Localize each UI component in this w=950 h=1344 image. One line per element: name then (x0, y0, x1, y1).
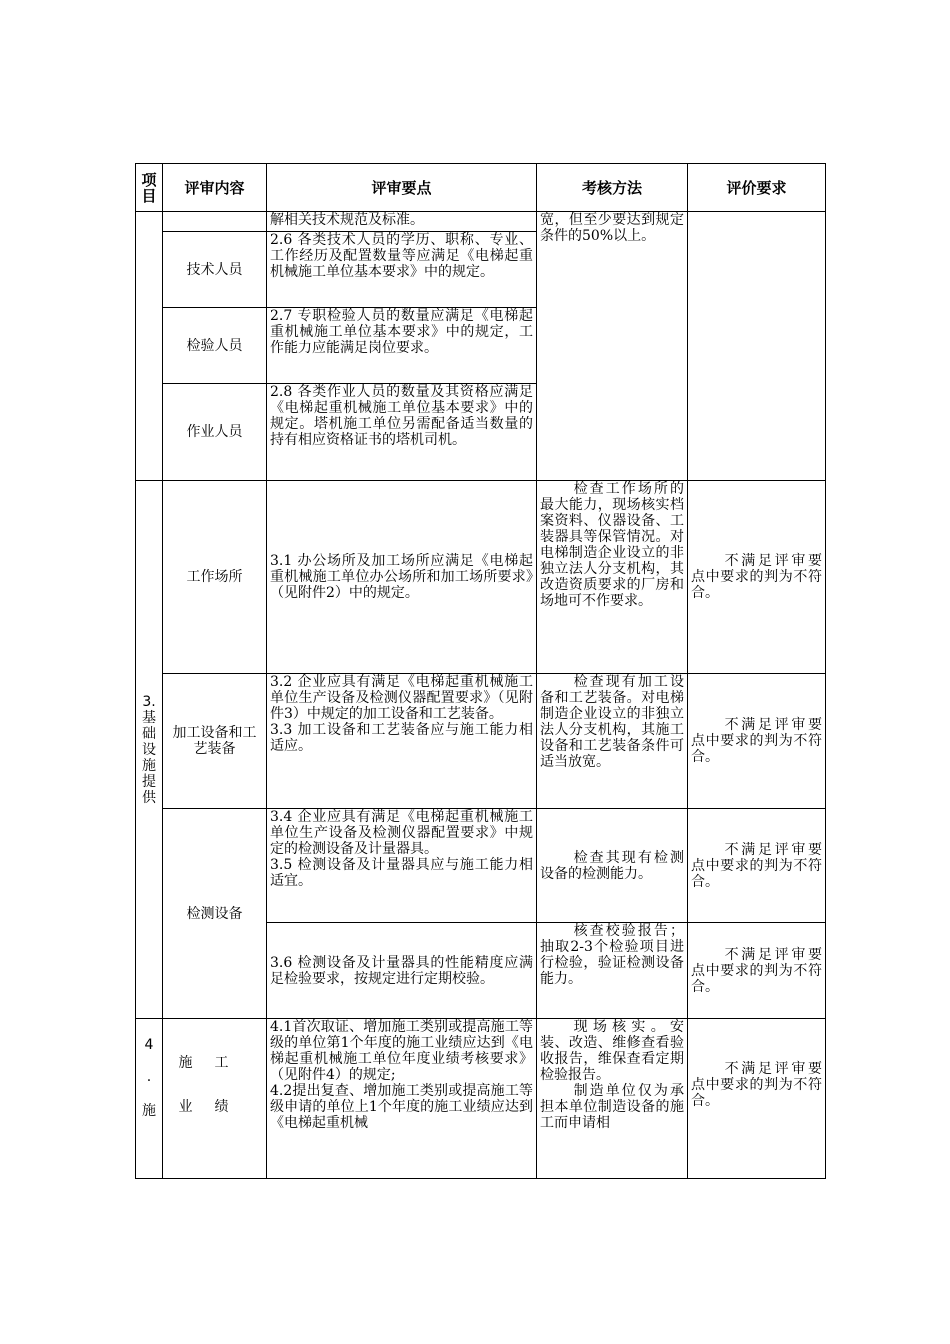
method-paragraph: 现场核实。安装、改造、维修查看验收报告，维保查看定期检验报告。 (540, 1019, 684, 1083)
content-cell-blank (163, 212, 267, 232)
review-table (135, 163, 826, 1179)
requirement-cell: 不满足评审要点中要求的判为不符合。 (688, 481, 826, 674)
points-cell: 解相关技术规范及标准。 (267, 212, 537, 232)
content-cell: 加工设备和工艺装备 (163, 674, 267, 809)
points-paragraph: 3.5 检测设备及计量器具应与施工能力相适宜。 (270, 857, 533, 889)
points-cell (267, 809, 537, 923)
points-cell (267, 1019, 537, 1179)
requirement-cell: 不满足评审要点中要求的判为不符合。 (688, 674, 826, 809)
header-points: 评审要点 (267, 164, 537, 212)
project-char: . (146, 1069, 152, 1085)
project-char: 施 (142, 757, 156, 774)
project-char: 4 (144, 1037, 154, 1053)
project-char: 3. (142, 693, 156, 710)
table-row (136, 809, 826, 923)
points-cell: 3.6 检测设备及计量器具的性能精度应满足检验要求，按规定进行定期校验。 (267, 923, 537, 1019)
table-row (136, 674, 826, 809)
table-row (136, 212, 826, 232)
points-paragraph: 3.4 企业应具有满足《电梯起重机械施工单位生产设备及检测仪器配置要求》中规定的检测设备及计量器具。 (270, 809, 533, 857)
method-cell: 检查其现有检测设备的检测能力。 (537, 809, 688, 923)
project-char: 供 (142, 789, 156, 806)
project-char: 提 (142, 773, 156, 790)
project-cell-blank (136, 212, 163, 481)
content-cell (163, 1019, 267, 1179)
content-cell: 技术人员 (163, 232, 267, 308)
header-requirement: 评价要求 (688, 164, 826, 212)
method-paragraph: 制造单位仅为承担本单位制造设备的施工而申请相 (540, 1083, 684, 1131)
content-cell: 作业人员 (163, 384, 267, 481)
project-char: 施 (142, 1103, 156, 1119)
points-cell (267, 674, 537, 809)
method-cell: 核查校验报告；抽取2-3个检验项目进行检验，验证检测设备能力。 (537, 923, 688, 1019)
header-row (136, 164, 826, 212)
content-cell: 检验人员 (163, 308, 267, 384)
project-char: 设 (142, 741, 156, 758)
requirement-cell-blank (688, 212, 826, 481)
header-project: 项目 (136, 164, 163, 212)
method-cell (537, 1019, 688, 1179)
points-paragraph: 3.3 加工设备和工艺装备应与施工能力相适应。 (270, 722, 533, 754)
content-line: 施工 (178, 1055, 251, 1071)
project-cell-section4 (136, 1019, 163, 1179)
requirement-cell: 不满足评审要点中要求的判为不符合。 (688, 1019, 826, 1179)
project-char: 础 (142, 725, 156, 742)
content-line: 业绩 (178, 1099, 251, 1115)
requirement-cell: 不满足评审要点中要求的判为不符合。 (688, 923, 826, 1019)
points-cell: 3.1 办公场所及加工场所应满足《电梯起重机械施工单位办公场所和加工场所要求》（见附件2）中的规定。 (267, 481, 537, 674)
requirement-cell: 不满足评审要点中要求的判为不符合。 (688, 809, 826, 923)
points-paragraph: 4.1首次取证、增加施工类别或提高施工等级的单位第1个年度的施工业绩应达到《电梯起重机械施工单位年度业绩考核要求》（见附件4）的规定; (270, 1019, 533, 1083)
table-row (136, 1019, 826, 1179)
points-cell: 2.8 各类作业人员的数量及其资格应满足《电梯起重机械施工单位基本要求》中的规定。塔机施工单位另需配备适当数量的持有相应资格证书的塔机司机。 (267, 384, 537, 481)
table-row (136, 481, 826, 674)
header-content: 评审内容 (163, 164, 267, 212)
method-cell: 宽，但至少要达到规定条件的50%以上。 (537, 212, 688, 481)
points-cell: 2.6 各类技术人员的学历、职称、专业、工作经历及配置数量等应满足《电梯起重机械施工单位基本要求》中的规定。 (267, 232, 537, 308)
points-paragraph: 3.2 企业应具有满足《电梯起重机械施工单位生产设备及检测仪器配置要求》（见附件3）中规定的加工设备和工艺装备。 (270, 674, 533, 722)
header-method: 考核方法 (537, 164, 688, 212)
project-char: 基 (142, 709, 156, 726)
method-cell: 检查现有加工设备和工艺装备。对电梯制造企业设立的非独立法人分支机构，其施工设备和工艺装备条件可适当放宽。 (537, 674, 688, 809)
method-cell: 检查工作场所的最大能力，现场核实档案资料、仪器设备、工装器具等保管情况。对电梯制造企业设立的非独立法人分支机构，其改造资质要求的厂房和场地可不作要求。 (537, 481, 688, 674)
content-cell: 工作场所 (163, 481, 267, 674)
content-cell: 检测设备 (163, 809, 267, 1019)
project-cell-section3 (136, 481, 163, 1019)
points-paragraph: 4.2提出复查、增加施工类别或提高施工等级申请的单位上1个年度的施工业绩应达到《电梯起重机械 (270, 1083, 533, 1131)
points-cell: 2.7 专职检验人员的数量应满足《电梯起重机械施工单位基本要求》中的规定，工作能力应能满足岗位要求。 (267, 308, 537, 384)
